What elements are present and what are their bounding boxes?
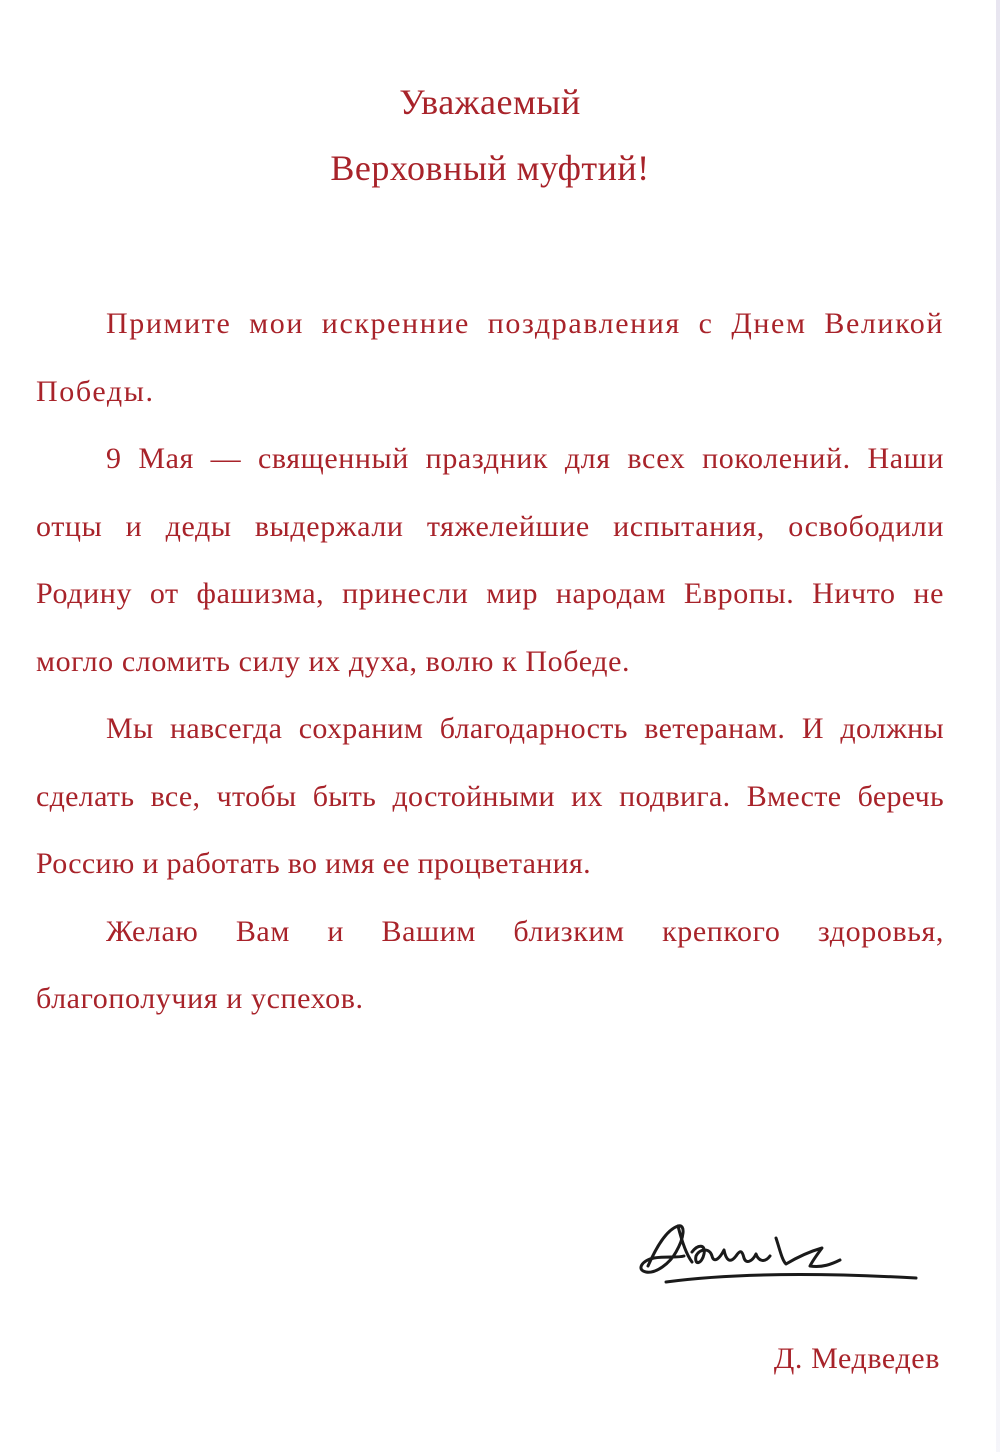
scan-edge xyxy=(996,0,1000,1452)
paragraph-wishes: Желаю Вам и Вашим близким крепкого здоровья, благополучия и успехов. xyxy=(36,914,944,1015)
handwritten-signature xyxy=(626,1208,926,1298)
paragraph-gratitude: Мы навсегда сохраним благодарность ветеранам. И должны сделать все, чтобы быть достойными их подвига. Вместе беречь Россию и работать во имя ее процветания. xyxy=(36,712,944,880)
paragraph-congratulations: Примите мои искренние поздравления с Днем Великой Победы. xyxy=(36,307,944,408)
letter-body xyxy=(36,290,944,1033)
salutation-line-1: Уважаемый xyxy=(399,82,581,122)
signature-graphic xyxy=(626,1208,926,1298)
salutation-line-2: Верховный муфтий! xyxy=(330,148,650,188)
paragraph-victory-day: 9 Мая — священный праздник для всех поколений. Наши отцы и деды выдержали тяжелейшие испытания, освободили Родину от фашизма, принесли мир народам Европы. Ничто не могло сломить силу их духа, волю к Победе. xyxy=(36,442,944,678)
signatory-name: Д. Медведев xyxy=(773,1342,940,1375)
